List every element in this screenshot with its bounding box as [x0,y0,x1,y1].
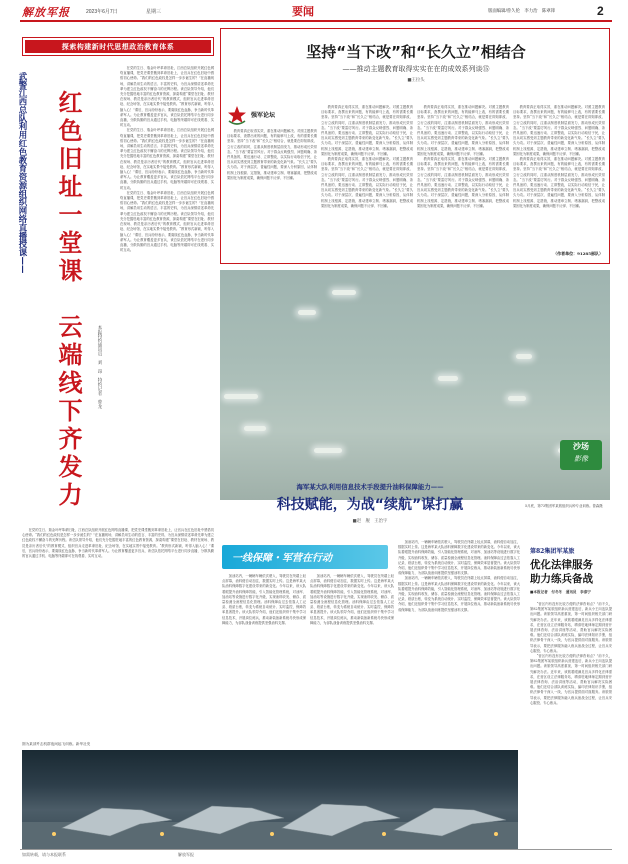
feature-author: ■王拉头 [407,78,425,83]
masthead [0,0,628,22]
army-star-icon [227,105,247,125]
forum-column-text: 强军论坛 [251,113,276,119]
feature-col-2: 教育要真正取得实效，重在推动问题解决。对照主题教育目标要求，查摆出来的问题，有的能够马上改，有的需要长期坚持。坚持“当下改”和“长久立”相结合，就是要在即知即改、立行立改的同时，注重从制度机制层面发力，推动形成长效常态。“当下改”要雷厉风行。对于群众反映强烈、问题明确、条件具备的，要迅速行动、立即整改，以实际行动取信于民，让官兵切实感受到主题教育带来的新变化新气象。“长久立”要久久为功。对于深层次、普遍性问题，要深入分析原因，从体制机制上找根源、定措施，推动建章立制、堵塞漏洞，把整改成果固化为制度成果，确保问题不反弹、不回潮。 教育要真正取得实效，重在推动问题解决。对照主题教育目标要求，查摆出来的问题，有的能够马上改，有的需要长期坚持。坚持“当下改”和“长久立”相结合，就是要在即知即改、立行立改的同时，注重从制度机制层面发力，推动形成长效常态。“当下改”要雷厉风行。对于群众反映强烈、问题明确、条件具备的，要迅速行动、立即整改，以实际行动取信于民，让官兵切实感受到主题教育带来的新变化新气象。“长久立”要久久为功。对于深层次、普遍性问题，要深入分析原因，从体制机制上找根源、定措施，推动建章立制、堵塞漏洞，把整改成果固化为制度成果，确保问题不反弹、不回潮。 [321,105,413,208]
bottom-subtitle: 海军某大队利用信息技术手段提升油料保障能力—— [296,483,444,491]
bottom-byline: ■赵 舰 王治宇 [352,519,388,524]
feature-box [220,28,610,264]
right-byline: ■本报记者 付冬冬 通讯员 李泰宁 [530,590,591,594]
left-banner [25,40,211,53]
left-banner-frame [22,37,214,56]
bottom-col-1: 加油站内，一辆辆车辆依次驶入，驾驶员在终端上轻点屏幕，油料便自动加注，数据实时上传。这是海军某大队油料保障数字化建设带来的新变化。今年以来，该大队着眼提升油料保障效能，引入智能化管理系统，对油库、加油站等设施进行数字化升级，实现油料收发、储存、质量检测全流程信息化管理。油料保障由过去依靠人工记录、纸质台账，转变为系统自动统计、实时监控，保障效率显著提升。该大队领导介绍，他们还组织骨干集中学习信息技术，开展岗位练兵，推动新装备新系统尽快形成保障能力，为部队战备训练提供坚强油料支撑。 [222,574,306,625]
bottom-col-2: 加油站内，一辆辆车辆依次驶入，驾驶员在终端上轻点屏幕，油料便自动加注，数据实时上传。这是海军某大队油料保障数字化建设带来的新变化。今年以来，该大队着眼提升油料保障效能，引入智能化管理系统，对油库、加油站等设施进行数字化升级，实现油料收发、储存、质量检测全流程信息化管理。油料保障由过去依靠人工记录、纸质台账，转变为系统自动统计、实时监控，保障效率显著提升。该大队领导介绍，他们还组织骨干集中学习信息技术，开展岗位练兵，推动新装备新系统尽快形成保障能力，为部队战备训练提供坚强油料支撑。 [310,574,394,625]
page-editors: 版面编辑/曾久伦 李力治 陈翠锋 [488,8,556,13]
boat [438,376,458,381]
boat [224,394,258,399]
section-name: 要闻 [292,5,314,18]
bottom-col-3: 加油站内，一辆辆车辆依次驶入，驾驶员在终端上轻点屏幕，油料便自动加注，数据实时上传。这是海军某大队油料保障数字化建设带来的新变化。今年以来，该大队着眼提升油料保障效能，引入智能化管理系统，对油库、加油站等设施进行数字化升级，实现油料收发、储存、质量检测全流程信息化管理。油料保障由过去依靠人工记录、纸质台账，转变为系统自动统计、实时监控，保障效率显著提升。该大队领导介绍，他们还组织骨干集中学习信息技术，开展岗位练兵，推动新装备新系统尽快形成保障能力，为部队战备训练提供坚强油料支撑。 加油站内，一辆辆车辆依次驶入，驾驶员在终端上轻点屏幕，油料便自动加注，数据实时上传。这是海军某大队油料保障数字化建设带来的新变化。今年以来，该大队着眼提升油料保障效能，引入智能化管理系统，对油库、加油站等设施进行数字化升级，实现油料收发、储存、质量检测全流程信息化管理。油料保障由过去依靠人工记录、纸质台账，转变为系统自动统计、实时监控，保障效率显著提升。该大队领导介绍，他们还组织骨干集中学习信息技术，开展岗位练兵，推动新装备新系统尽快形成保障能力，为部队战备训练提供坚强油料支撑。 [398,540,520,612]
boat [314,448,342,453]
photo-caption-text: 5月底，第73集团军某旅组织兵种专业训练。曾森摄 [525,504,603,508]
left-vertical-subtitle: 武警江西总队利用红色教育资源组织网络直播授课—— [18,72,28,274]
boat [298,310,316,315]
masthead-rule [20,20,612,22]
boat [508,396,526,401]
feature-col-4: 教育要真正取得实效，重在推动问题解决。对照主题教育目标要求，查摆出来的问题，有的能够马上改，有的需要长期坚持。坚持“当下改”和“长久立”相结合，就是要在即知即改、立行立改的同时，注重从制度机制层面发力，推动形成长效常态。“当下改”要雷厉风行。对于群众反映强烈、问题明确、条件具备的，要迅速行动、立即整改，以实际行动取信于民，让官兵切实感受到主题教育带来的新变化新气象。“长久立”要久久为功。对于深层次、普遍性问题，要深入分析原因，从体制机制上找根源、定措施，推动建章立制、堵塞漏洞，把整改成果固化为制度成果，确保问题不反弹、不回潮。 教育要真正取得实效，重在推动问题解决。对照主题教育目标要求，查摆出来的问题，有的能够马上改，有的需要长期坚持。坚持“当下改”和“长久立”相结合，就是要在即知即改、立行立改的同时，注重从制度机制层面发力，推动形成长效常态。“当下改”要雷厉风行。对于群众反映强烈、问题明确、条件具备的，要迅速行动、立即整改，以实际行动取信于民，让官兵切实感受到主题教育带来的新变化新气象。“长久立”要久久为功。对于深层次、普遍性问题，要深入分析原因，从体制机制上找根源、定措施，推动建章立制、堵塞漏洞，把整改成果固化为制度成果，确保问题不反弹、不回潮。 [513,105,605,208]
feature-col-1: 教育要真正取得实效，重在推动问题解决。对照主题教育目标要求，查摆出来的问题，有的能够马上改，有的需要长期坚持。坚持“当下改”和“长久立”相结合，就是要在即知即改、立行立改的同时，注重从制度机制层面发力，推动形成长效常态。“当下改”要雷厉风行。对于群众反映强烈、问题明确、条件具备的，要迅速行动、立即整改，以实际行动取信于民，让官兵切实感受到主题教育带来的新变化新气象。“长久立”要久久为功。对于深层次、普遍性问题，要深入分析原因，从体制机制上找根源、定措施，推动建章立制、堵塞漏洞，把整改成果固化为制度成果，确保问题不反弹、不回潮。 [227,129,317,180]
photo-badge-top: 沙场 [573,442,589,451]
bottom-column-text: 一线保障・军营在行动 [232,553,332,564]
bottom-column-banner [222,545,388,569]
footer-paper: 解放军报 [178,852,194,857]
right-title: 优化法律服务 助力练兵备战 [530,559,604,585]
page-number: 2 [597,4,604,18]
forum-column-label [227,105,287,127]
footer-note: 如需转载，请与本报联系 [22,852,66,857]
left-byline: 本报特约通讯员 刘 昂 特约记者 曾龙 [97,325,102,409]
photo-caption [525,504,611,509]
jets-illustration [22,750,518,850]
left-vertical-title: 红色旧址一堂课 云端线下齐发力 [54,90,82,510]
paper-logo: 解放军报 [22,6,70,19]
right-kicker: 第82集团军某旅 [530,548,575,555]
issue-weekday: 星期三 [146,9,162,15]
left-body: 在党的生日、瑞金叶坪革命旧址，江西总队组织开展红色网络直播课，把党史课堂搬到革命旧址上，让官兵在红色旧址中感悟初心使命。“我们的红色政权是怎样一步步诞生的？”在直播现场，讲解员用生动的语言、丰富的史料，为官兵深情讲述革命先辈为建立红色政权不懈奋斗的光辉历程。该总队领导介绍，他们充分挖掘驻地丰富的红色教育资源，探索构建“课堂在旧址、教材在现场、教员是亲历者后代”的教育模式，组织官兵走进革命旧址、纪念场馆，在实地实景中接受教育。“教育形式新颖，听得入脑入心！”课后，官兵纷纷表示，要赓续红色血脉，争当新时代革命军人。为让教育覆盖更多官兵，该总队依托网络平台进行同步直播，分散执勤的官兵通过手机、电脑等终端即可在线观看、实时互动。 在党的生日、瑞金叶坪革命旧址，江西总队组织开展红色网络直播课，把党史课堂搬到革命旧址上，让官兵在红色旧址中感悟初心使命。“我们的红色政权是怎样一步步诞生的？”在直播现场，讲解员用生动的语言、丰富的史料，为官兵深情讲述革命先辈为建立红色政权不懈奋斗的光辉历程。该总队领导介绍，他们充分挖掘驻地丰富的红色教育资源，探索构建“课堂在旧址、教材在现场、教员是亲历者后代”的教育模式，组织官兵走进革命旧址、纪念场馆，在实地实景中接受教育。“教育形式新颖，听得入脑入心！”课后，官兵纷纷表示，要赓续红色血脉，争当新时代革命军人。为让教育覆盖更多官兵，该总队依托网络平台进行同步直播，分散执勤的官兵通过手机、电脑等终端即可在线观看、实时互动。 在党的生日、瑞金叶坪革命旧址，江西总队组织开展红色网络直播课，把党史课堂搬到革命旧址上，让官兵在红色旧址中感悟初心使命。“我们的红色政权是怎样一步步诞生的？”在直播现场，讲解员用生动的语言、丰富的史料，为官兵深情讲述革命先辈为建立红色政权不懈奋斗的光辉历程。该总队领导介绍，他们充分挖掘驻地丰富的红色教育资源，探索构建“课堂在旧址、教材在现场、教员是亲历者后代”的教育模式，组织官兵走进革命旧址、纪念场馆，在实地实景中接受教育。“教育形式新颖，听得入脑入心！”课后，官兵纷纷表示，要赓续红色血脉，争当新时代革命军人。为让教育覆盖更多官兵，该总队依托网络平台进行同步直播，分散执勤的官兵通过手机、电脑等终端即可在线观看、实时互动。 [120,66,214,253]
right-body: “营区内有没有比较方便的法律咨询点？”前不久，第82集团军某旅组织新兵营建连后，新兵小王向连队提出问题。该旅领导高度重视，第一时间组织相关部门研究解决办法。近年来，该旅着眼满足官兵多样化法律需求，在营区设立法律服务站，聘请驻地律师定期到营开展法律咨询、法治讲座等活动，帮助官兵解决实际困难。他们还结合部队训练实际，编印法律知识手册，组织法律骨干深入一线，为官兵提供面对面服务。该旅领导表示，要把法律服务融入练兵备战全过程，让官兵安心服役、专心练兵。 “营区内有没有比较方便的法律咨询点？”前不久，第82集团军某旅组织新兵营建连后，新兵小王向连队提出问题。该旅领导高度重视，第一时间组织相关部门研究解决办法。近年来，该旅着眼满足官兵多样化法律需求，在营区设立法律服务站，聘请驻地律师定期到营开展法律咨询、法治讲座等活动，帮助官兵解决实际困难。他们还结合部队训练实际，编印法律知识手册，组织法律骨干深入一线，为官兵提供面对面服务。该旅领导表示，要把法律服务融入练兵备战全过程，让官兵安心服役、专心练兵。 [530,602,612,705]
boat [516,354,532,359]
feature-subtitle: ——推动主题教育取得实实在在的成效系列谈⑮ [342,65,490,73]
left-banner-text: 探索构建新时代思想政治教育体系 [61,43,175,51]
boat [244,426,266,431]
boat [332,290,356,295]
photo-badge-bottom: 影像 [574,456,588,463]
footer-rule [20,849,612,850]
boat-training-photo [220,270,610,500]
jet-photo-caption: 图为某部歼击机群夜间起飞训练。新华社发 [22,742,91,746]
left-body-bottom: 在党的生日、瑞金叶坪革命旧址，江西总队组织开展红色网络直播课，把党史课堂搬到革命旧址上，让官兵在红色旧址中感悟初心使命。“我们的红色政权是怎样一步步诞生的？”在直播现场，讲解员用生动的语言、丰富的史料，为官兵深情讲述革命先辈为建立红色政权不懈奋斗的光辉历程。该总队领导介绍，他们充分挖掘驻地丰富的红色教育资源，探索构建“课堂在旧址、教材在现场、教员是亲历者后代”的教育模式，组织官兵走进革命旧址、纪念场馆，在实地实景中接受教育。“教育形式新颖，听得入脑入心！”课后，官兵纷纷表示，要赓续红色血脉，争当新时代革命军人。为让教育覆盖更多官兵，该总队依托网络平台进行同步直播，分散执勤的官兵通过手机、电脑等终端即可在线观看、实时互动。 [22,528,214,559]
bottom-title: 科技赋能，为战“续航”谋打赢 [276,497,464,513]
jet-night-photo [22,750,518,850]
feature-col-3: 教育要真正取得实效，重在推动问题解决。对照主题教育目标要求，查摆出来的问题，有的能够马上改，有的需要长期坚持。坚持“当下改”和“长久立”相结合，就是要在即知即改、立行立改的同时，注重从制度机制层面发力，推动形成长效常态。“当下改”要雷厉风行。对于群众反映强烈、问题明确、条件具备的，要迅速行动、立即整改，以实际行动取信于民，让官兵切实感受到主题教育带来的新变化新气象。“长久立”要久久为功。对于深层次、普遍性问题，要深入分析原因，从体制机制上找根源、定措施，推动建章立制、堵塞漏洞，把整改成果固化为制度成果，确保问题不反弹、不回潮。 教育要真正取得实效，重在推动问题解决。对照主题教育目标要求，查摆出来的问题，有的能够马上改，有的需要长期坚持。坚持“当下改”和“长久立”相结合，就是要在即知即改、立行立改的同时，注重从制度机制层面发力，推动形成长效常态。“当下改”要雷厉风行。对于群众反映强烈、问题明确、条件具备的，要迅速行动、立即整改，以实际行动取信于民，让官兵切实感受到主题教育带来的新变化新气象。“长久立”要久久为功。对于深层次、普遍性问题，要深入分析原因，从体制机制上找根源、定措施，推动建章立制、堵塞漏洞，把整改成果固化为制度成果，确保问题不反弹、不回潮。 [417,105,509,208]
photo-badge [560,440,602,470]
issue-date: 2023年6月7日 [86,9,118,15]
feature-source: （作者单位：91285部队） [553,251,603,256]
feature-title: 坚持“当下改”和“长久立”相结合 [306,43,526,61]
